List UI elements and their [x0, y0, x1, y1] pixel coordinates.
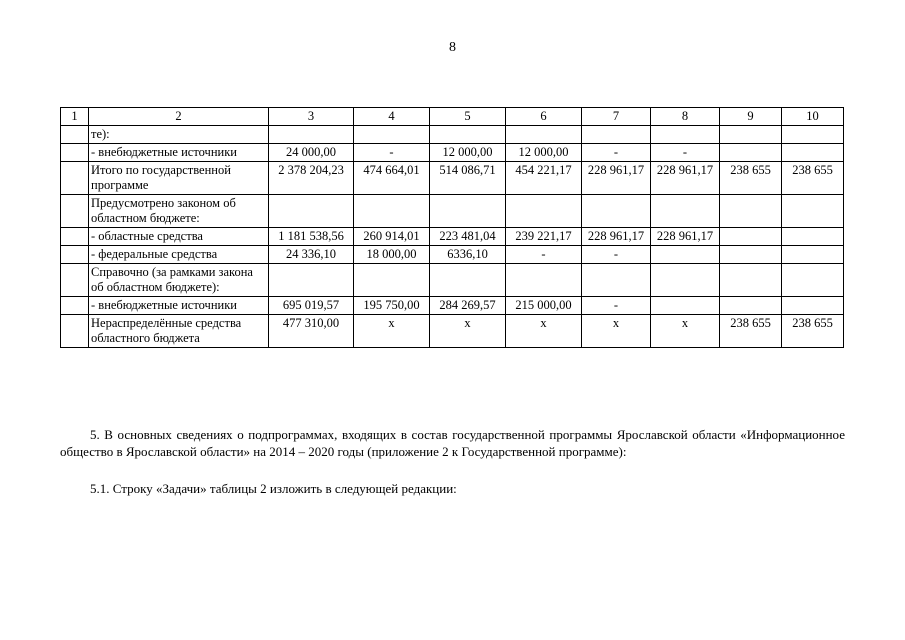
column-header: 5 [430, 108, 506, 126]
column-header: 3 [269, 108, 354, 126]
row-index-cell [61, 246, 89, 264]
row-total [61, 162, 844, 195]
value-cell [354, 126, 430, 144]
value-cell: - [506, 246, 582, 264]
value-cell: - [582, 144, 651, 162]
value-cell [651, 246, 720, 264]
value-cell: 228 961,17 [651, 162, 720, 195]
value-cell: 284 269,57 [430, 297, 506, 315]
row-label: те): [89, 126, 269, 144]
value-cell: - [354, 144, 430, 162]
value-cell: 239 221,17 [506, 228, 582, 246]
value-cell [782, 246, 844, 264]
row-index-cell [61, 144, 89, 162]
column-header: 8 [651, 108, 720, 126]
value-cell [720, 264, 782, 297]
value-cell [582, 126, 651, 144]
value-cell: - [651, 144, 720, 162]
paragraph-5-1: 5.1. Строку «Задачи» таблицы 2 изложить в следующей редакции: [90, 481, 457, 496]
value-cell: 238 655 [782, 162, 844, 195]
value-cell [269, 195, 354, 228]
value-cell: 223 481,04 [430, 228, 506, 246]
value-cell: 228 961,17 [582, 228, 651, 246]
row-label: - внебюджетные источники [89, 144, 269, 162]
value-cell [782, 126, 844, 144]
value-cell: 238 655 [720, 315, 782, 348]
value-cell [582, 195, 651, 228]
row-undistributed [61, 315, 844, 348]
value-cell: 195 750,00 [354, 297, 430, 315]
column-header: 10 [782, 108, 844, 126]
value-cell [720, 195, 782, 228]
row-regional [61, 228, 844, 246]
table-header-row [61, 108, 844, 126]
value-cell: 695 019,57 [269, 297, 354, 315]
value-cell [269, 126, 354, 144]
value-cell: 12 000,00 [430, 144, 506, 162]
value-cell: 260 914,01 [354, 228, 430, 246]
value-cell [506, 264, 582, 297]
value-cell: - [582, 246, 651, 264]
value-cell [269, 264, 354, 297]
value-cell [430, 126, 506, 144]
value-cell [720, 297, 782, 315]
value-cell [782, 264, 844, 297]
value-cell [354, 195, 430, 228]
value-cell: 24 336,10 [269, 246, 354, 264]
value-cell [506, 126, 582, 144]
row-label: Справочно (за рамками закона об областном бюджете): [89, 264, 269, 297]
value-cell [782, 144, 844, 162]
value-cell [720, 126, 782, 144]
value-cell: 215 000,00 [506, 297, 582, 315]
row-offbudget-1 [61, 144, 844, 162]
value-cell [430, 264, 506, 297]
budget-table [60, 107, 844, 348]
value-cell [651, 297, 720, 315]
column-header: 4 [354, 108, 430, 126]
column-header: 9 [720, 108, 782, 126]
value-cell: 6336,10 [430, 246, 506, 264]
value-cell [430, 195, 506, 228]
row-index-cell [61, 297, 89, 315]
row-index-cell [61, 162, 89, 195]
value-cell [651, 195, 720, 228]
value-cell: 474 664,01 [354, 162, 430, 195]
value-cell: 238 655 [720, 162, 782, 195]
row-label: - внебюджетные источники [89, 297, 269, 315]
row-te-continuation [61, 126, 844, 144]
value-cell [651, 264, 720, 297]
value-cell [720, 246, 782, 264]
row-federal [61, 246, 844, 264]
column-header: 6 [506, 108, 582, 126]
value-cell: 454 221,17 [506, 162, 582, 195]
value-cell: 228 961,17 [582, 162, 651, 195]
value-cell [782, 297, 844, 315]
row-index-cell [61, 195, 89, 228]
value-cell: 24 000,00 [269, 144, 354, 162]
row-label: Предусмотрено законом об областном бюджете: [89, 195, 269, 228]
row-index-cell [61, 264, 89, 297]
value-cell: х [430, 315, 506, 348]
value-cell: х [354, 315, 430, 348]
value-cell: 1 181 538,56 [269, 228, 354, 246]
value-cell: 514 086,71 [430, 162, 506, 195]
value-cell: 238 655 [782, 315, 844, 348]
row-law-heading [61, 195, 844, 228]
row-reference-heading [61, 264, 844, 297]
value-cell: 228 961,17 [651, 228, 720, 246]
value-cell: х [651, 315, 720, 348]
value-cell: 18 000,00 [354, 246, 430, 264]
value-cell [582, 264, 651, 297]
value-cell [720, 144, 782, 162]
row-index-cell [61, 315, 89, 348]
paragraph-5: 5. В основных сведениях о подпрограммах, входящих в состав государственной программы Ярославской области «Информационное общество в Ярославской области» на 2014 – 2020 годы (приложение 2 к Государственной программе): [60, 427, 845, 459]
value-cell: х [582, 315, 651, 348]
value-cell [720, 228, 782, 246]
page-number: 8 [449, 40, 456, 55]
value-cell: 477 310,00 [269, 315, 354, 348]
column-header: 1 [61, 108, 89, 126]
row-label: Нераспределённые средства областного бюджета [89, 315, 269, 348]
value-cell [782, 228, 844, 246]
row-index-cell [61, 126, 89, 144]
row-offbudget-2 [61, 297, 844, 315]
value-cell [354, 264, 430, 297]
value-cell: х [506, 315, 582, 348]
column-header: 7 [582, 108, 651, 126]
column-header: 2 [89, 108, 269, 126]
row-label: - федеральные средства [89, 246, 269, 264]
value-cell: 12 000,00 [506, 144, 582, 162]
value-cell [651, 126, 720, 144]
value-cell: - [582, 297, 651, 315]
row-label: - областные средства [89, 228, 269, 246]
value-cell [782, 195, 844, 228]
row-label: Итого по государственной программе [89, 162, 269, 195]
row-index-cell [61, 228, 89, 246]
value-cell [506, 195, 582, 228]
value-cell: 2 378 204,23 [269, 162, 354, 195]
